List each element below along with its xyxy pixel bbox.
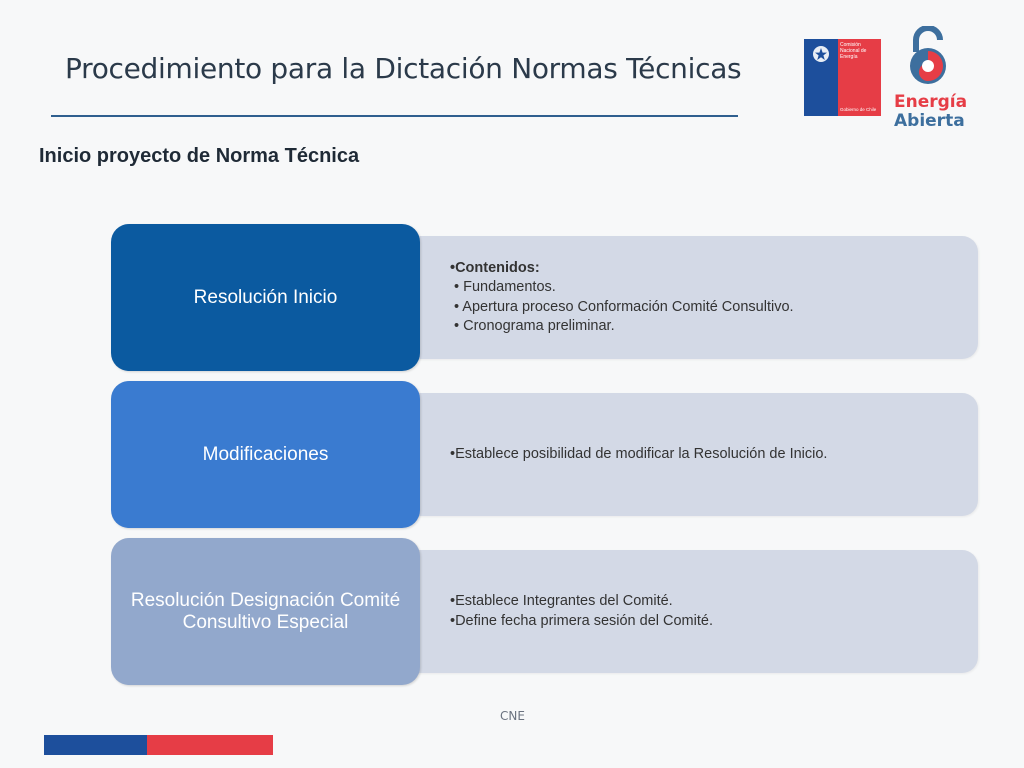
footer-label: CNE <box>500 709 525 723</box>
step-box-modificaciones: Modificaciones <box>111 381 420 528</box>
footer-bar-blue <box>44 735 147 755</box>
list-item: • Fundamentos. <box>454 279 556 295</box>
title-divider <box>51 115 738 117</box>
content-list <box>450 236 970 359</box>
open-padlock-icon <box>906 26 950 86</box>
row-resolucion-designacion <box>111 538 978 685</box>
energia-abierta-logo <box>892 26 972 134</box>
list-item: •Establece posibilidad de modificar la Resolución de Inicio. <box>450 445 828 462</box>
gov-logo-footer: Gobierno de Chile <box>840 107 877 112</box>
abierta-logo-text: Abierta <box>894 111 965 131</box>
row-modificaciones <box>111 381 978 528</box>
footer-bar-red <box>147 735 273 755</box>
page-title: Procedimiento para la Dictación Normas Técnicas <box>65 52 742 85</box>
list-item: • Cronograma preliminar. <box>454 318 615 334</box>
section-subtitle: Inicio proyecto de Norma Técnica <box>39 145 360 167</box>
row-resolucion-inicio <box>111 224 978 371</box>
content-list <box>450 550 970 673</box>
energia-logo-text: Energía <box>894 92 968 112</box>
list-item: • Apertura proceso Conformación Comité Consultivo. <box>454 298 794 315</box>
step-box-resolucion-inicio: Resolución Inicio <box>111 224 420 371</box>
gobierno-de-chile-logo <box>804 39 881 116</box>
list-item: •Define fecha primera sesión del Comité. <box>450 612 713 629</box>
coat-of-arms-icon <box>809 43 833 65</box>
gov-logo-text: Comisión Nacional de Energía <box>840 42 867 60</box>
content-header: •Contenidos: <box>450 259 540 276</box>
step-box-resolucion-designacion: Resolución Designación Comité Consultivo Especial <box>111 538 420 685</box>
content-list <box>450 393 970 516</box>
list-item: •Establece Integrantes del Comité. <box>450 593 673 609</box>
